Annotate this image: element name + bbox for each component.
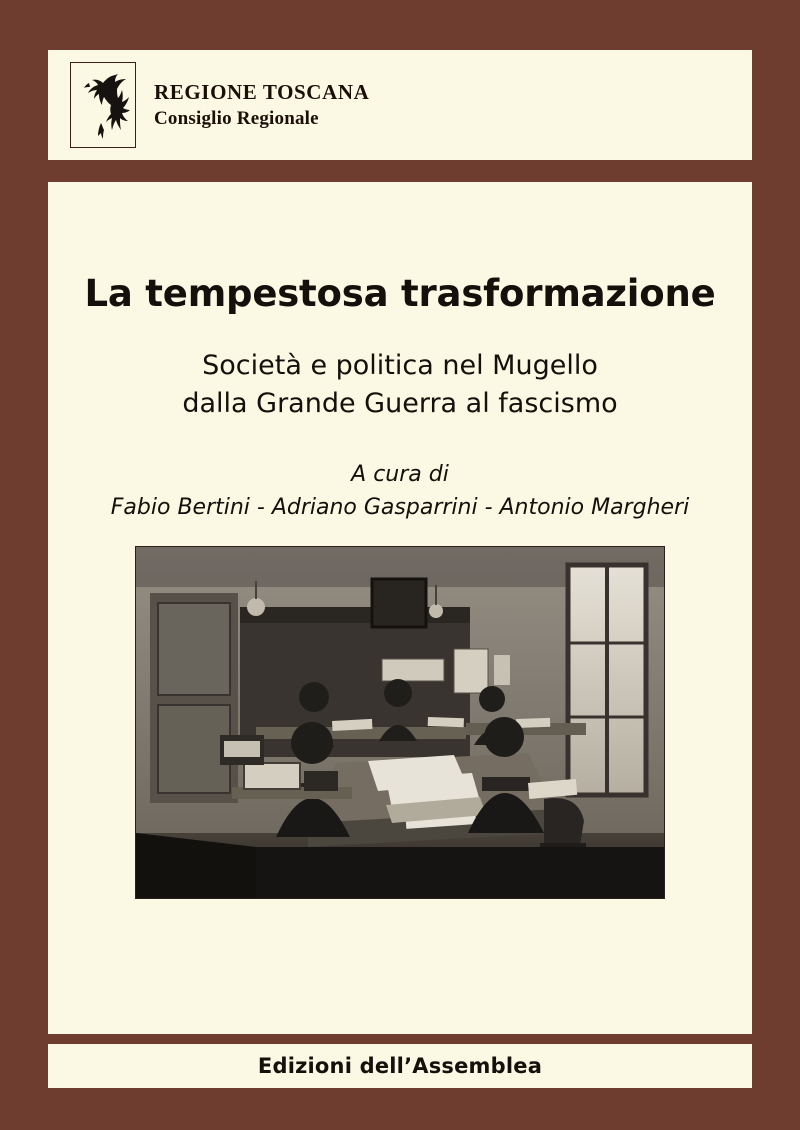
cover-photograph <box>135 546 665 899</box>
book-subtitle-line2: dalla Grande Guerra al fascismo <box>182 388 618 420</box>
pegasus-crest-icon <box>70 62 136 148</box>
publisher-name: Edizioni dell’Assemblea <box>257 1054 543 1078</box>
edited-by-label: A cura di <box>351 461 449 487</box>
editors-list: Fabio Bertini - Adriano Gasparrini - Antonio Margheri <box>110 494 690 520</box>
cover-main-panel <box>48 182 752 1034</box>
masthead-panel <box>48 50 752 160</box>
book-subtitle-line1: Società e politica nel Mugello <box>202 350 598 381</box>
publisher-panel <box>48 1044 752 1088</box>
book-subtitle <box>78 347 722 424</box>
book-title: La tempestosa trasformazione <box>84 272 716 315</box>
masthead-text <box>154 79 369 131</box>
institution-subname: Consiglio Regionale <box>154 108 319 130</box>
institution-name: REGIONE TOSCANA <box>154 80 370 104</box>
